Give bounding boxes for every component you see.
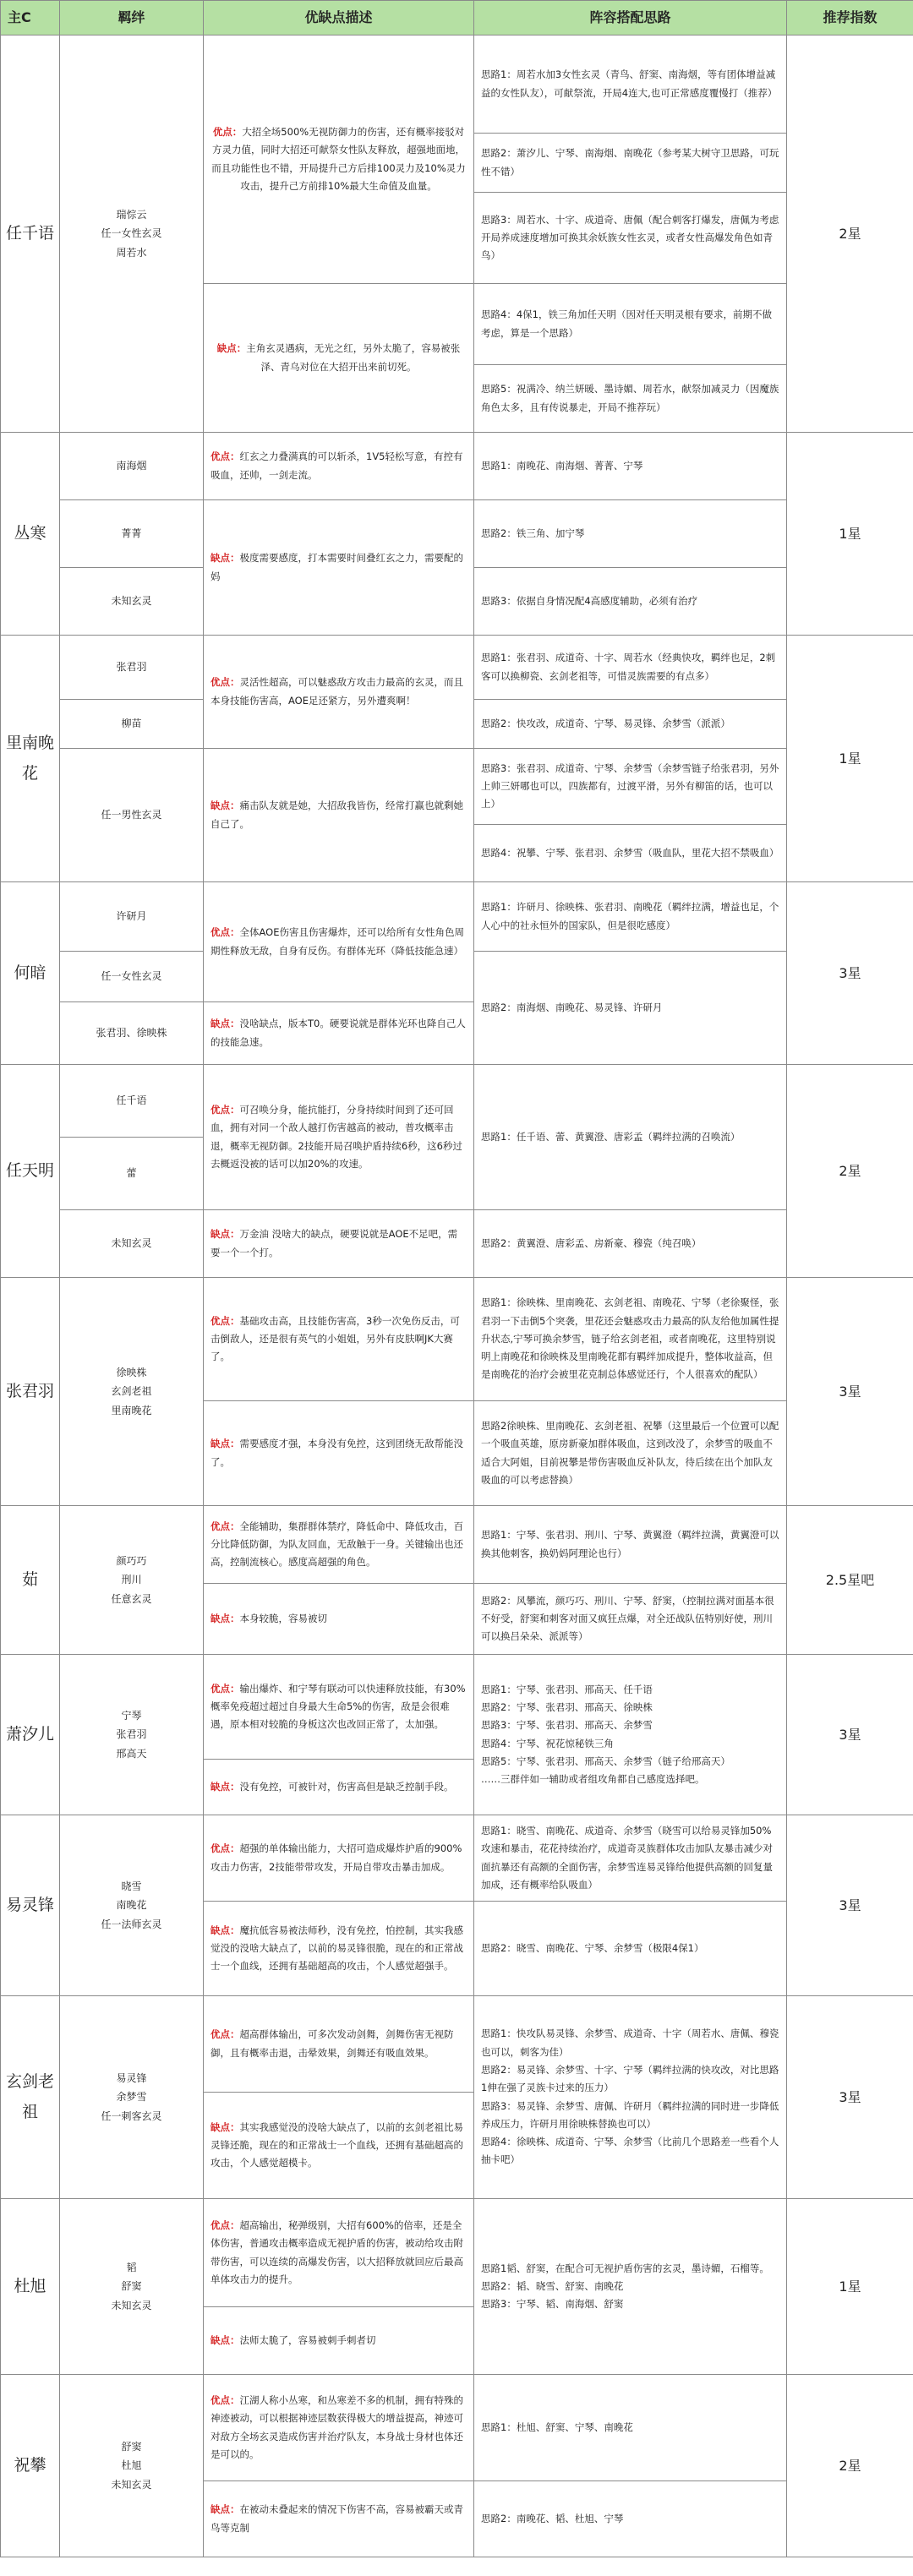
header-row: [1, 1, 913, 35]
header-bond: 羁绊: [60, 1, 204, 35]
bond-item: 易灵锋: [116, 2072, 147, 2085]
idea-cell: 思路5：祝满冷、纳兰妍暖、墨诗媚、周若水，献祭加减灵力（因魔族角色太多，且有传说暴走，开局不推荐玩）: [474, 365, 787, 433]
pro-label: 优点：: [210, 1682, 240, 1695]
pro-label: 优点：: [210, 1103, 240, 1116]
pro-text: 基础攻击高，且技能伤害高，3秒一次免伤反击，可击倒敌人，还是很有英气的小姐姐，另外有皮肤啊JK大赛了。: [210, 1314, 460, 1363]
con-text: 需要感度才强，本身没有免控，这到团绕无敌帮能没了。: [210, 1438, 463, 1468]
main-c-name: 任千语: [1, 35, 60, 433]
pro-label: 优点：: [210, 450, 240, 463]
idea-line: 思路1韬、舒窦，在配合可无视护盾伤害的玄灵，墨诗媚，石榴等。: [481, 2262, 769, 2274]
idea-line: 思路2：韬、晓雪、舒窦、南晚花: [481, 2279, 624, 2292]
bond-item: 杜旭: [121, 2459, 142, 2472]
pro-text: 输出爆炸、和宁琴有联动可以快速释放技能，有30%概率免疫超过超过自身最大生命5%的伤害，敌是会很难遇，原本相对较脆的身板这次也改回正常了，太加强。: [210, 1682, 466, 1731]
main-c-name: 祝攀: [1, 2375, 60, 2557]
bond-cell: [60, 1506, 204, 1655]
pro-text: 红玄之力叠满真的可以斩杀，1V5轻松写意，有控有吸血，还帅，一剑走流。: [210, 450, 463, 481]
bond-item: 颜巧巧: [116, 1555, 147, 1568]
idea-cell: 思路1：周若水加3女性玄灵（青鸟、舒窦、南海烟，等有团体增益减益的女性队友），可献祭流，开局4连大,也可正常感度覆慢打（推荐）: [474, 35, 787, 134]
pro-label: 优点：: [210, 1520, 240, 1532]
idea-cell: [474, 1655, 787, 1815]
con-label: 缺点：: [216, 342, 247, 355]
bond-item: 张君羽: [116, 1728, 147, 1741]
idea-cell: 思路1：许研月、徐映株、张君羽、南晚花（羁绊拉满，增益也足，个人心中的社永恒外的国家队，但是很吃感度）: [474, 882, 787, 952]
pro-cell: [204, 636, 474, 749]
bond-item: 未知玄灵: [60, 1210, 204, 1278]
main-c-name: 丛寒: [1, 433, 60, 636]
main-c-name: 何暗: [1, 882, 60, 1065]
con-label: 缺点：: [210, 1780, 240, 1793]
header-idea: 阵容搭配思路: [474, 1, 787, 35]
pro-cell: [204, 2199, 474, 2307]
con-cell: [204, 2307, 474, 2375]
idea-cell: 思路1：任千语、蕾、黄翼澄、唐彩孟（羁绊拉满的召唤流）: [474, 1065, 787, 1210]
pro-text: 超高群体输出，可多次发动剑舞，剑舞伤害无视防御，且有概率击退，击晕效果，剑舞还有吸血效果。: [210, 2028, 454, 2059]
pro-label: 优点：: [210, 2393, 240, 2406]
idea-line: 思路1：宁琴、张君羽、邢高天、任千语: [481, 1683, 653, 1695]
idea-cell: 思路2：铁三角、加宁琴: [474, 500, 787, 568]
pro-text: 超强的单体输出能力，大招可造成爆炸护盾的900%攻击力伤害，2技能带带攻发，开局自带攻击暴击加成。: [210, 1842, 462, 1873]
con-text: 没有免控，可被针对，伤害高但是缺乏控制手段。: [239, 1780, 454, 1793]
pro-label: 优点：: [210, 676, 240, 689]
bond-cell: [60, 1996, 204, 2199]
idea-line: 思路3：易灵锋、余梦雪、唐佩、许研月（羁绊拉满的同时进一步降低养成压力，许研月用徐映株替换也可以）: [481, 2099, 779, 2130]
con-text: 其实我感觉没的没啥大缺点了，以前的玄剑老祖比易灵锋还脆，现在的和正常战士一个血线，还拥有基础超高的攻击，个人感觉超模卡。: [210, 2120, 463, 2169]
con-cell: [204, 2481, 474, 2557]
bond-item: 未知玄灵: [111, 2478, 152, 2491]
con-label: 缺点：: [210, 2333, 240, 2346]
header-rate: 推荐指数: [787, 1, 913, 35]
bond-cell: [60, 1655, 204, 1815]
bond-item: 菁菁: [60, 500, 204, 568]
pro-label: 优点：: [210, 2219, 240, 2231]
idea-cell: 思路3：周若水、十字、成道奇、唐佩（配合刺客打爆发，唐佩为考虑开局养成速度增加可换其余妖族女性玄灵，或者女性高爆发角色如青鸟）: [474, 193, 787, 284]
idea-line: 思路5：宁琴、张君羽、邢高天、余梦雪（链子给邢高天）: [481, 1755, 730, 1767]
pro-cell: [204, 1815, 474, 1902]
con-text: 在被动未叠起来的情况下伤害不高，容易被霸天或青鸟等克制: [210, 2503, 463, 2534]
bond-item: 任千语: [60, 1065, 204, 1138]
bond-cell: [60, 2199, 204, 2375]
main-c-name: 玄剑老祖: [1, 1996, 60, 2199]
pro-cell: [204, 1996, 474, 2093]
bond-cell: [60, 2375, 204, 2557]
con-cell: [204, 1902, 474, 1996]
bond-item: 蕾: [60, 1138, 204, 1210]
con-cell: [204, 1760, 474, 1815]
con-label: 缺点：: [210, 552, 240, 565]
bond-item: 任一刺客玄灵: [101, 2109, 162, 2122]
pro-cell: [204, 35, 474, 284]
header-main-c: 主C: [1, 1, 60, 35]
idea-line: 思路4：宁琴、祝花惊秘铁三角: [481, 1737, 614, 1749]
idea-cell: [474, 1996, 787, 2199]
con-cell: [204, 284, 474, 433]
bond-item: 任一女性玄灵: [101, 227, 162, 240]
bond-item: 许研月: [60, 882, 204, 952]
rating: 3星: [787, 1996, 913, 2199]
idea-cell: 思路1：徐映株、里南晚花、玄剑老祖、南晚花、宁琴（老徐聚怪，张君羽一下击倒5个突袭，里花还会魅惑攻击力最高的队友给他加属性提升状态,宁琴可换余梦雪，链子给玄剑老祖，或者南晚花，这里特别说明上南晚花和徐映株及里南晚花都有羁绊加成提升，整体收益高，但是南晚花的治疗会被里花克制总体感觉还行，个人很喜欢的配队）: [474, 1278, 787, 1401]
idea-cell: 思路4：祝攀、宁琴、张君羽、余梦雪（吸血队，里花大招不禁吸血）: [474, 825, 787, 882]
con-text: 痛击队友就是她，大招敌我皆伤，经常打赢也就剩她自己了。: [210, 800, 463, 830]
bond-item: 周若水: [116, 246, 147, 259]
rating: 3星: [787, 1655, 913, 1815]
bond-cell: [60, 1815, 204, 1996]
pro-cell: [204, 1065, 474, 1210]
idea-cell: 思路1：张君羽、成道奇、十字、周若水（经典快攻，羁绊也足，2刺客可以换柳瓷、玄剑老祖等，可惜灵族需要的有点多）: [474, 636, 787, 700]
idea-cell: 思路3：依据自身情况配4高感度辅助，必须有治疗: [474, 568, 787, 636]
pro-text: 超高输出，秘弹级别，大招有600%的倍率，还是全体伤害，普通攻击概率造成无视护盾的伤害，被动给攻击附带伤害，可以连续的高爆发伤害，以大招释放就回应后最高单体攻击力的提升。: [210, 2219, 463, 2285]
con-label: 缺点：: [210, 800, 240, 812]
bond-item: 邢高天: [116, 1747, 147, 1760]
pro-cell: [204, 1655, 474, 1760]
idea-cell: 思路2：黄翼澄、唐彩孟、房新豪、穆瓷（纯召唤）: [474, 1210, 787, 1278]
idea-cell: 思路4：4保1，铁三角加任天明（因对任天明灵根有要求，前期不做考虑，算是一个思路）: [474, 284, 787, 365]
con-label: 缺点：: [210, 1018, 240, 1030]
pro-text: 灵活性超高，可以魅惑敌方攻击力最高的玄灵，而且本身技能伤害高，AOE足还紧方，另外遭爽啊！: [210, 676, 463, 707]
idea-line: 思路4：徐映株、成道奇、宁琴、余梦雪（比前几个思路差一些看个人抽卡吧）: [481, 2136, 779, 2166]
con-cell: [204, 1401, 474, 1506]
main-c-name: 里南晚花: [1, 636, 60, 882]
idea-line: 思路3：宁琴、韬、南海烟、舒窦: [481, 2298, 624, 2311]
idea-cell: 思路2：萧汐儿、宁琴、南海烟、南晚花（参考某大树守卫思路，可玩性不错）: [474, 134, 787, 193]
bond-item: 未知玄灵: [111, 2299, 152, 2311]
rating: 3星: [787, 882, 913, 1065]
idea-line: 思路3：宁琴、张君羽、邢高天、余梦雪: [481, 1719, 653, 1732]
pro-label: 优点：: [210, 926, 240, 939]
idea-cell: 思路1：晓雪、南晚花、成道奇、余梦雪（晓雪可以给易灵锋加50%攻速和暴击，花花持续治疗，成道奇灵族群体攻击加队友暴击减少对面抗暴还有高额的全面伤害，余梦雪连易灵锋给他提供高额的回复量加成，还有概率给队吸血）: [474, 1815, 787, 1902]
bond-item: 里南晚花: [111, 1404, 152, 1416]
con-text: 没啥缺点，版本T0。硬要说就是群体光环也降自己人的技能急速。: [210, 1018, 466, 1048]
idea-cell: 思路2徐映株、里南晚花、玄剑老祖、祝攀（这里最后一个位置可以配一个吸血英雄，原房新豪加群体吸血，这到改没了，余梦雪的吸血不适合大阿姐，目前祝攀是带伤害吸血反补队友，待后续在出个加队友吸血的可以考虑替换）: [474, 1401, 787, 1506]
header-desc: 优缺点描述: [204, 1, 474, 35]
con-text: 法师太脆了，容易被刺手刺者切: [239, 2333, 376, 2346]
con-cell: [204, 1210, 474, 1278]
pro-cell: [204, 882, 474, 1002]
idea-line: 思路2：易灵锋、余梦雪、十字、宁琴（羁绊拉满的快攻改，对比思路1伸在强了灵族卡过来的压力）: [481, 2063, 779, 2094]
bond-item: 舒窦: [121, 2280, 142, 2293]
idea-cell: 思路2：风攀流，颜巧巧、刑川、宁琴、舒窦，（控制拉满对面基本很不好受，舒窦和刺客对面又疯狂点爆，对全还战队伍特别好使，刑川可以换吕朵朵、派派等）: [474, 1584, 787, 1655]
bond-item: 瑞悰云: [116, 209, 147, 221]
bond-item: 刑川: [121, 1574, 142, 1586]
con-text: 本身较脆，容易被切: [239, 1612, 327, 1624]
bond-item: 张君羽、徐映株: [60, 1002, 204, 1065]
idea-cell: [474, 2199, 787, 2375]
con-label: 缺点：: [210, 2503, 240, 2516]
con-label: 缺点：: [210, 1438, 240, 1450]
main-c-name: 易灵锋: [1, 1815, 60, 1996]
bond-item: 柳苗: [60, 700, 204, 749]
pro-cell: [204, 2375, 474, 2481]
pro-cell: [204, 1278, 474, 1401]
rating: 2星: [787, 1065, 913, 1278]
bond-item: 任意玄灵: [111, 1592, 152, 1605]
pro-text: 全能辅助，集群群体禁疗，降低命中、降低攻击，百分比降低防御，为队友回血，无敌触于一身。关键输出也还高，控制流核心。感度高超强的角色。: [210, 1520, 463, 1569]
bond-item: 宁琴: [121, 1710, 142, 1722]
con-text: 主角玄灵遇病，无光之红，另外太脆了，容易被张泽、青乌对位在大招开出来前切死。: [246, 342, 461, 373]
idea-cell: 思路2：南晚花、韬、杜旭、宁琴: [474, 2481, 787, 2557]
bond-cell: [60, 1278, 204, 1506]
bond-item: 张君羽: [60, 636, 204, 700]
bond-item: 晓雪: [121, 1880, 142, 1893]
rating: 2星: [787, 2375, 913, 2557]
pro-label: 优点：: [212, 125, 243, 138]
bond-item: 徐映株: [116, 1367, 147, 1379]
con-label: 缺点：: [210, 1924, 240, 1936]
main-c-name: 萧汐儿: [1, 1655, 60, 1815]
rating: 2.5星吧: [787, 1506, 913, 1655]
idea-cell: 思路2：晓雪、南晚花、宁琴、余梦雪（极限4保1）: [474, 1902, 787, 1996]
rating: 1星: [787, 433, 913, 636]
rating: 1星: [787, 636, 913, 882]
bond-item: 任一男性玄灵: [60, 749, 204, 882]
con-label: 缺点：: [210, 1612, 240, 1624]
bond-item: 任一法师玄灵: [101, 1918, 162, 1930]
con-cell: [204, 1584, 474, 1655]
main-c-name: 任天明: [1, 1065, 60, 1278]
pro-label: 优点：: [210, 2028, 240, 2041]
main-c-name: 杜旭: [1, 2199, 60, 2375]
con-label: 缺点：: [210, 2120, 240, 2133]
rating: 2星: [787, 35, 913, 433]
idea-cell: 思路2：快攻改，成道奇、宁琴、易灵锋、余梦雪（派派）: [474, 700, 787, 749]
idea-cell: 思路3：张君羽、成道奇、宁琴、余梦雪（余梦雪链子给张君羽，另外上帅三妍哪也可以，四族都有，过渡平滑，另外有柳笛的话，也可以上）: [474, 749, 787, 825]
pro-label: 优点：: [210, 1842, 240, 1855]
bond-item: 舒窦: [121, 2441, 142, 2453]
con-text: 万金油 没啥大的缺点，硬要说就是AOE不足吧，需要一个一个打。: [210, 1228, 458, 1258]
idea-cell: 思路1：宁琴、张君羽、刑川、宁琴、黄翼澄（羁绊拉满，黄翼澄可以换其他刺客，换奶妈阿理论也行）: [474, 1506, 787, 1584]
con-text: 魔抗低容易被法师秒，没有免控，怕控制，其实我感觉没的没啥大缺点了，以前的易灵锋很脆，现在的和正常战士一个血线，还拥有基础超高的攻击，个人感觉超强手。: [210, 1924, 463, 1973]
idea-line: 思路2：宁琴、张君羽、邢高天、徐映株: [481, 1700, 653, 1713]
con-cell: [204, 749, 474, 882]
pro-cell: [204, 433, 474, 500]
rating: 1星: [787, 2199, 913, 2375]
con-text: 极度需要感度，打本需要时间叠红玄之力，需要配的妈: [210, 552, 463, 582]
con-label: 缺点：: [210, 1228, 240, 1241]
pro-label: 优点：: [210, 1314, 240, 1327]
con-cell: [204, 1002, 474, 1065]
main-c-name: 张君羽: [1, 1278, 60, 1506]
bond-item: 未知玄灵: [60, 568, 204, 636]
pro-text: 全体AOE伤害且伤害爆炸，还可以给所有女性角色周期性释放无敌，自身有反伤。有群体光环（降低技能急速）: [210, 926, 464, 957]
pro-text: 江湖人称小丛寒，和丛寒差不多的机制，拥有特殊的神迹被动，可以根据神迹层数获得极大的增益提高，神迹可对敌方全场玄灵造成伤害并治疗队友，本身战士身材也体还是可以的。: [210, 2393, 463, 2460]
idea-cell: 思路1：杜旭、舒窦、宁琴、南晚花: [474, 2375, 787, 2481]
idea-line: ……三群伴如一辅助或者组攻角都自己感度选择吧。: [481, 1773, 705, 1786]
main-c-name: 茹: [1, 1506, 60, 1655]
con-cell: [204, 500, 474, 636]
bond-item: 南海烟: [60, 433, 204, 500]
bond-item: 任一女性玄灵: [60, 952, 204, 1002]
idea-cell: 思路1：南晚花、南海烟、菁菁、宁琴: [474, 433, 787, 500]
bond-item: 韬: [126, 2262, 137, 2274]
bond-item: 南晚花: [116, 1899, 147, 1912]
bond-item: 余梦雪: [116, 2091, 147, 2104]
con-cell: [204, 2093, 474, 2199]
idea-line: 思路1：快攻队易灵锋、余梦雪、成道奇、十字（周若水、唐佩、穆瓷也可以，刺客为佳）: [481, 2028, 779, 2058]
rating: 3星: [787, 1278, 913, 1506]
rating: 3星: [787, 1815, 913, 1996]
pro-cell: [204, 1506, 474, 1584]
pro-text: 可召唤分身，能抗能打，分身持续时间到了还可回血，拥有对同一个敌人越打伤害越高的被动，普攻概率击退，概率无视防御。2技能开局召唤护盾持续6秒，这6秒过去概返没被的话可以加20%的攻速。: [210, 1103, 462, 1170]
pro-text: 大招全场500%无视防御力的伤害，还有概率接驳对方灵力值，同时大招还可献祭女性队友释放，超强地面地，而且功能性也不错，开局提升己方后排100灵力及10%灵力攻击，提升己方前排10%最大生命值及血量。: [211, 125, 466, 192]
idea-cell: 思路2：南海烟、南晚花、易灵锋、许研月: [474, 952, 787, 1065]
bond-cell: [60, 35, 204, 433]
bond-item: 玄剑老祖: [111, 1385, 152, 1398]
